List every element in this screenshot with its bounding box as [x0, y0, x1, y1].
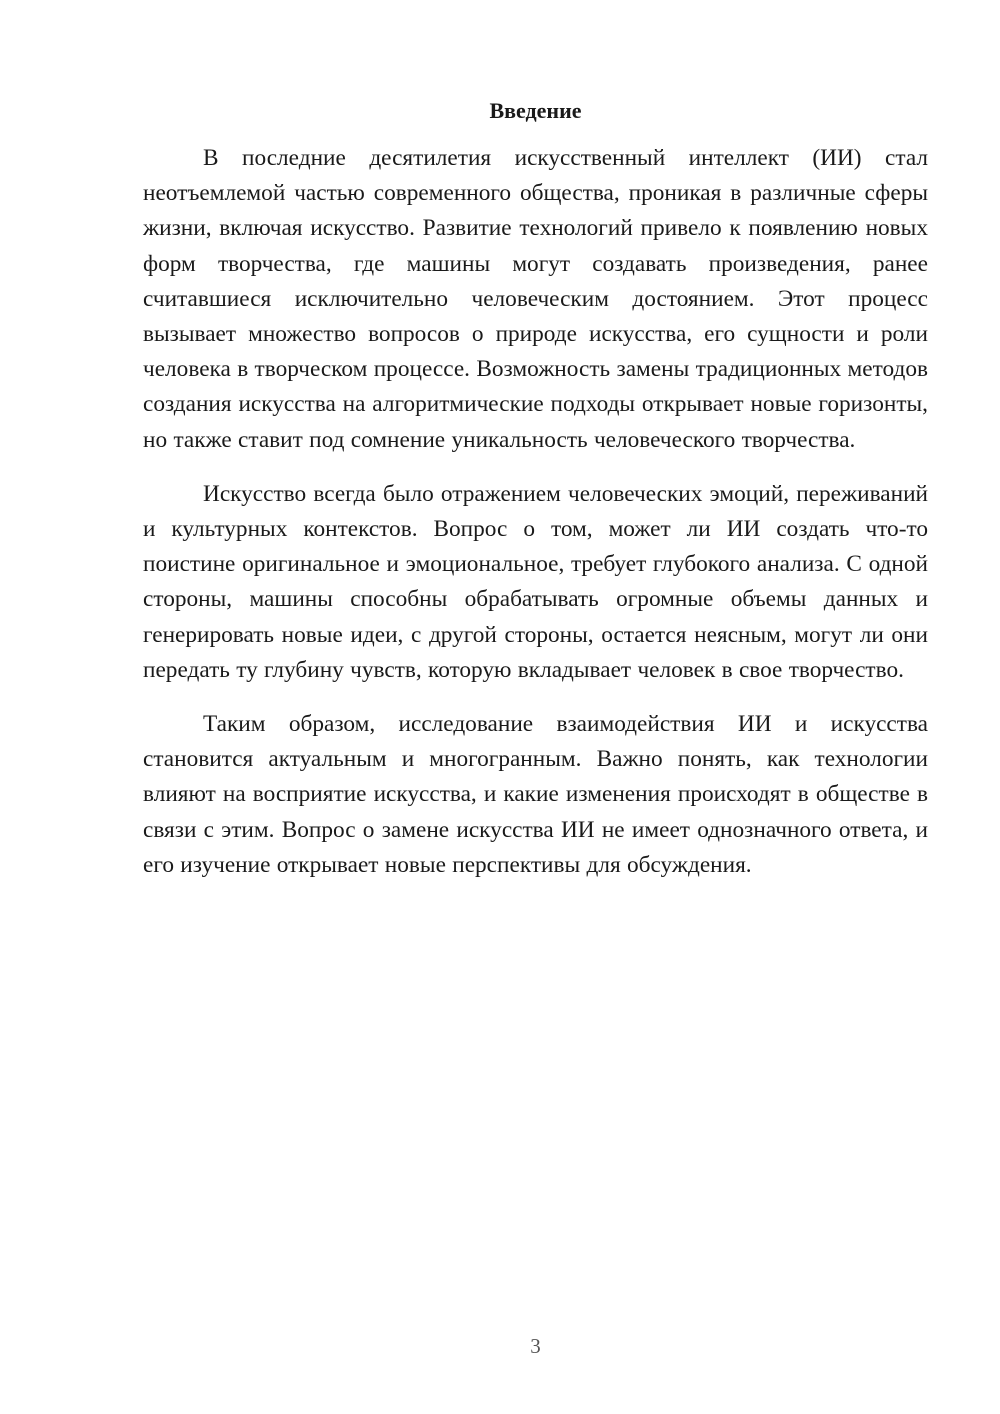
body-text [143, 141, 928, 902]
paragraph-2: Искусство всегда было отражением человеческих эмоций, переживаний и культурных контекстов. Вопрос о том, может ли ИИ создать что-то поистине оригинальное и эмоциональное, требует глубокого анализа. С одной стороны, машины способны обрабатывать огромные объемы данных и генерировать новые идеи, с другой стороны, остается неясным, могут ли они передать ту глубину чувств, которую вкладывает человек в свое творчество. [143, 480, 928, 683]
paragraph-1: В последние десятилетия искусственный интеллект (ИИ) стал неотъемлемой частью современного общества, проникая в различные сферы жизни, включая искусство. Развитие технологий привело к появлению новых форм творчества, где машины могут создавать произведения, ранее считавшиеся исключительно человеческим достоянием. Этот процесс вызывает множество вопросов о природе искусства, его сущности и роли человека в творческом процессе. Возможность замены традиционных методов создания искусства на алгоритмические подходы открывает новые горизонты, но также ставит под сомнение уникальность человеческого творчества. [143, 145, 928, 453]
paragraph-3: Таким образом, исследование взаимодействия ИИ и искусства становится актуальным и многогранным. Важно понять, как технологии влияют на восприятие искусства, и какие изменения происходят в обществе в связи с этим. Вопрос о замене искусства ИИ не имеет однозначного ответа, и его изучение открывает новые перспективы для обсуждения. [143, 711, 928, 878]
page-number: 3 [530, 1334, 541, 1358]
page-title: Введение [489, 98, 582, 123]
